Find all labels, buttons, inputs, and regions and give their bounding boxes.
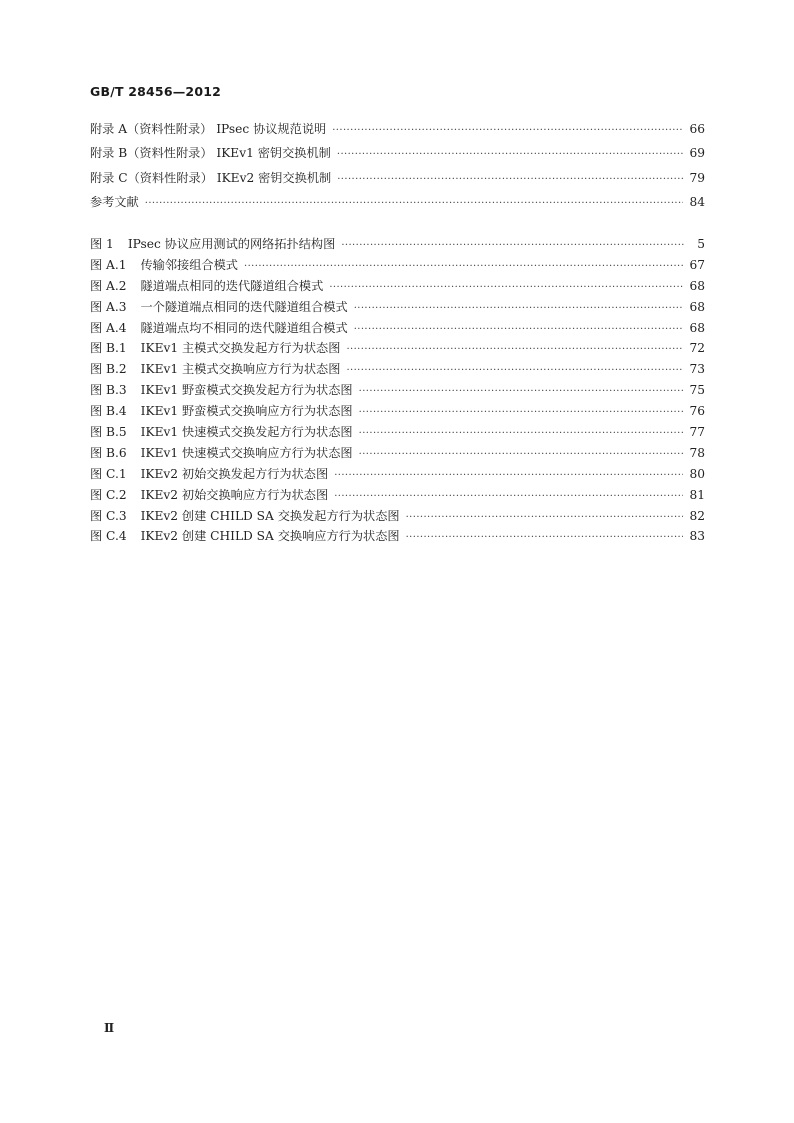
toc-dot-leader — [337, 174, 683, 185]
toc-entry-page: 80 — [689, 466, 705, 481]
toc-entry-label — [90, 444, 359, 461]
toc-entry-page: 5 — [697, 237, 705, 251]
toc-entry-appendix-b[interactable] — [90, 144, 705, 168]
toc-entry-label — [90, 256, 244, 273]
figure-title: IKEv2 创建 CHILD SA 交换响应方行为状态图 — [140, 529, 400, 544]
toc-dot-leader — [406, 532, 684, 543]
toc-entry-page: 73 — [689, 362, 705, 377]
toc-dot-leader — [354, 303, 684, 314]
figure-number: 图 1 — [90, 237, 114, 251]
toc-entry-page: 79 — [689, 170, 705, 185]
toc-entry-label — [90, 381, 359, 398]
toc-entry-label — [90, 319, 354, 336]
toc-entry-page: 68 — [689, 320, 705, 335]
toc-entry-page: 69 — [689, 146, 705, 161]
figure-number: 图 C.2 — [90, 487, 127, 502]
figure-title: IPsec 协议应用测试的网络拓扑结构图 — [127, 237, 336, 251]
figure-number: 图 C.1 — [90, 466, 127, 481]
toc-dot-leader — [337, 149, 684, 160]
toc-figure-list — [90, 235, 705, 548]
toc-entry-label — [90, 402, 359, 419]
figure-title: IKEv1 主模式交换发起方行为状态图 — [140, 341, 341, 356]
figure-title: 传输邻接组合模式 — [140, 257, 238, 272]
toc-entry-label: 附录 C（资料性附录） IKEv2 密钥交换机制 — [90, 170, 332, 185]
figure-title: IKEv1 野蛮模式交换响应方行为状态图 — [140, 404, 353, 419]
toc-entry-label — [90, 339, 346, 356]
figure-title: 隧道端点相同的迭代隧道组合模式 — [140, 278, 324, 293]
figure-title: IKEv1 主模式交换响应方行为状态图 — [140, 362, 341, 377]
toc-entry-page: 66 — [689, 122, 705, 136]
toc-entry-label — [90, 486, 334, 503]
toc-entry-page: 67 — [689, 257, 705, 272]
figure-number: 图 B.4 — [90, 404, 127, 419]
toc-dot-leader — [359, 407, 684, 418]
toc-entry-figure[interactable] — [90, 444, 705, 465]
toc-dot-leader — [359, 449, 684, 460]
figure-title: IKEv2 初始交换发起方行为状态图 — [140, 466, 329, 481]
toc-entry-page: 68 — [689, 278, 705, 293]
toc-dot-leader — [359, 386, 684, 397]
toc-entry-page: 75 — [689, 383, 705, 398]
toc-entry-figure[interactable] — [90, 235, 705, 256]
page-number: Ⅱ — [104, 1021, 115, 1035]
toc-entry-appendix-a[interactable] — [90, 120, 705, 144]
toc-entry-page: 77 — [689, 425, 705, 440]
figure-number: 图 B.2 — [90, 362, 127, 377]
toc-dot-leader — [354, 324, 684, 335]
figure-number: 图 B.6 — [90, 445, 127, 460]
toc-dot-leader — [334, 470, 683, 481]
toc-entry-figure[interactable] — [90, 381, 705, 402]
toc-entry-figure[interactable] — [90, 527, 705, 548]
figure-number: 图 A.2 — [90, 278, 127, 293]
toc-dot-leader — [346, 365, 683, 376]
figure-title: 一个隧道端点相同的迭代隧道组合模式 — [140, 299, 348, 314]
toc-dot-leader — [346, 344, 683, 355]
figure-title: IKEv1 快速模式交换发起方行为状态图 — [140, 425, 353, 440]
toc-entry-label: 附录 A（资料性附录） IPsec 协议规范说明 — [90, 122, 327, 136]
figure-title: 隧道端点均不相同的迭代隧道组合模式 — [140, 320, 348, 335]
figure-number: 图 A.3 — [90, 299, 127, 314]
figure-number: 图 B.5 — [90, 425, 127, 440]
figure-number: 图 C.3 — [90, 508, 127, 523]
figure-title: IKEv1 快速模式交换响应方行为状态图 — [140, 445, 353, 460]
toc-entry-figure[interactable] — [90, 319, 705, 340]
figure-number: 图 A.1 — [90, 257, 127, 272]
toc-dot-leader — [145, 198, 684, 209]
toc-entry-figure[interactable] — [90, 256, 705, 277]
toc-entry-page: 81 — [689, 487, 705, 502]
figure-number: 图 B.1 — [90, 341, 127, 356]
figure-number: 图 A.4 — [90, 320, 127, 335]
toc-entry-page: 72 — [689, 341, 705, 356]
toc-dot-leader — [329, 282, 683, 293]
figure-title: IKEv2 创建 CHILD SA 交换发起方行为状态图 — [140, 508, 400, 523]
toc-entry-figure[interactable] — [90, 402, 705, 423]
toc-entry-label: 参考文献 — [90, 194, 139, 209]
toc-entry-label — [90, 423, 359, 440]
toc-entry-figure[interactable] — [90, 277, 705, 298]
toc-dot-leader — [332, 125, 683, 136]
toc-dot-leader — [406, 512, 684, 523]
toc-appendix-list — [90, 120, 705, 217]
toc-entry-figure[interactable] — [90, 423, 705, 444]
toc-entry-figure[interactable] — [90, 298, 705, 319]
toc-entry-label — [90, 298, 354, 315]
toc-dot-leader — [341, 240, 685, 251]
toc-entry-page: 78 — [689, 445, 705, 460]
toc-entry-label — [90, 465, 334, 482]
figure-title: IKEv1 野蛮模式交换发起方行为状态图 — [140, 383, 353, 398]
toc-entry-references[interactable] — [90, 193, 705, 217]
toc-entry-appendix-c[interactable] — [90, 169, 705, 193]
toc-dot-leader — [334, 491, 683, 502]
toc-entry-page: 82 — [689, 508, 705, 523]
toc-entry-page: 76 — [689, 404, 705, 419]
toc-entry-page: 68 — [689, 299, 705, 314]
standard-code-header: GB/T 28456—2012 — [90, 84, 222, 99]
toc-entry-page: 84 — [689, 194, 705, 209]
toc-entry-label — [90, 235, 341, 252]
toc-dot-leader — [244, 261, 683, 272]
toc-entry-figure[interactable] — [90, 507, 705, 528]
toc-entry-label — [90, 507, 406, 524]
figure-title: IKEv2 初始交换响应方行为状态图 — [140, 487, 329, 502]
figure-number: 图 C.4 — [90, 529, 127, 544]
toc-entry-figure[interactable] — [90, 339, 705, 360]
toc-entry-label: 附录 B（资料性附录） IKEv1 密钥交换机制 — [90, 146, 331, 161]
toc-entry-label — [90, 527, 406, 544]
toc-entry-figure[interactable] — [90, 486, 705, 507]
figure-number: 图 B.3 — [90, 383, 127, 398]
toc-entry-figure[interactable] — [90, 465, 705, 486]
toc-entry-label — [90, 360, 346, 377]
toc-entry-figure[interactable] — [90, 360, 705, 381]
toc-entry-label — [90, 277, 329, 294]
toc-entry-page: 83 — [689, 529, 705, 544]
toc-dot-leader — [359, 428, 684, 439]
